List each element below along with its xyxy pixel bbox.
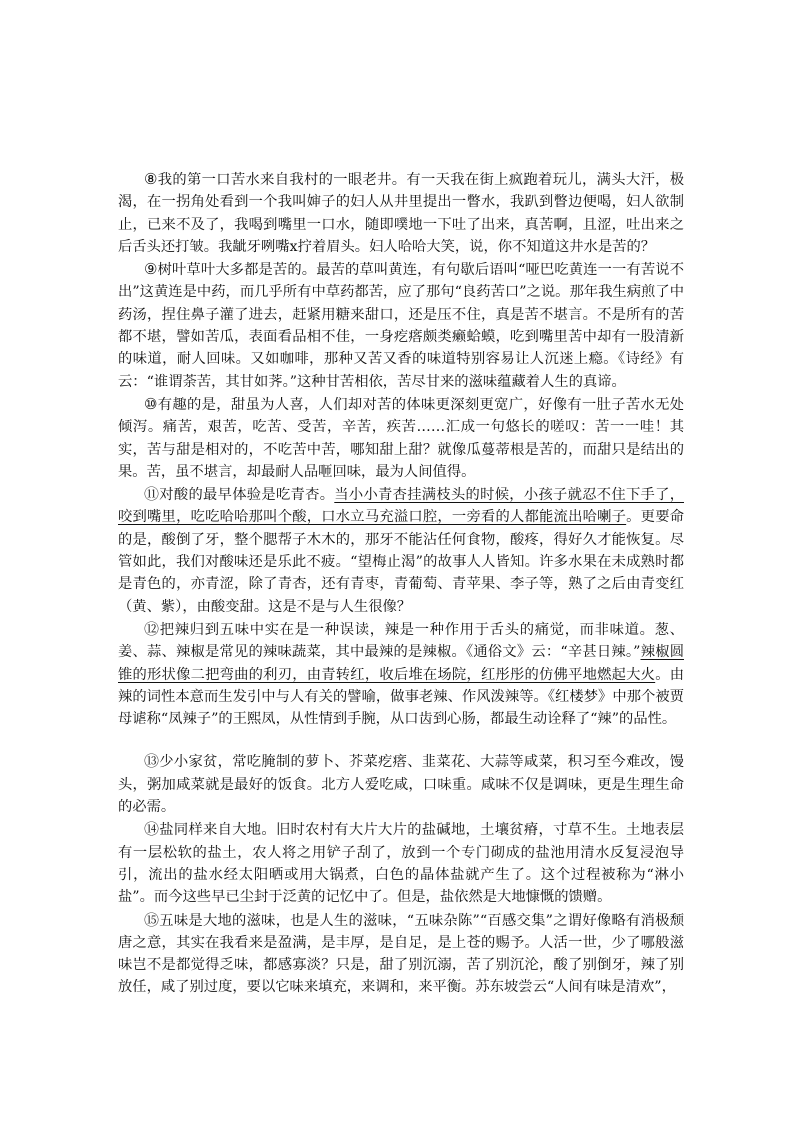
paragraph-number: ⑪	[144, 485, 160, 504]
underlined-sentence: 辣椒圆锥的形状像二把弯曲的利刃，由青转红，收后堆在场院，红彤彤的仿佛平地燃起大火	[118, 644, 684, 683]
paragraph-10	[118, 393, 684, 483]
paragraph-text: 把辣归到五味中实在是一种误读，辣是一种作用于舌头的痛觉，而非味道。葱、姜、蒜、辣椒是常见的辣味蔬菜，其中最辣的是辣椒。《通俗文》云：“辛甚日辣。”	[118, 621, 684, 661]
paragraph-number: ⑮	[144, 910, 160, 929]
paragraph-number: ⑭	[144, 820, 160, 839]
paragraph-text: 。更要命的是，酸倒了牙，整个腮帮子木木的，那牙不能沾任何食物，酸疼，得好久才能恢复。尽管如此，我们对酸味还是乐此不疲。“望梅止渴”的故事人人皆知。许多水果在未成熟时都是青色的，亦青涩，除了青杏，还有青枣，青葡萄、青苹果、李子等，熟了之后由青变红（黄、紫），由酸变甜。这是不是与人生很像？	[118, 509, 685, 615]
paragraph-12	[118, 618, 684, 730]
paragraph-9	[118, 258, 684, 393]
paragraph-number: ⑩	[144, 394, 158, 413]
paragraph-13	[118, 750, 684, 818]
paragraph-text: 少小家贫，常吃腌制的萝卜、芥菜疙瘩、韭菜花、大蒜等咸菜，积习至今难改，馒头，粥加咸菜就是最好的饭食。北方人爱吃咸，口味重。咸味不仅是调味，更是生理生命的必需。	[118, 754, 684, 816]
paragraph-text: 树叶草叶大多都是苦的。最苦的草叫黄连，有句歇后语叫“哑巴吃黄连一一有苦说不出”这黄连是中药，而几乎所有中草药都苦，应了那句“良药苦口”之说。那年我生病煎了中药汤，捏住鼻子灌了进去，赶紧用糖来甜口，还是压不住，真是苦不堪言。不是所有的苦都不堪，譬如苦瓜，表面看品相不佳，一身疙瘩颇类癞蛤蟆，吃到嘴里苦中却有一股清新的味道，耐人回味。又如咖啡，那种又苦又香的味道特别容易让人沉迷上瘾。《诗经》有云：“谁谓荼苦，其甘如荠。”这种甘苦相依，苦尽甘来的滋味蕴藏着人生的真谛。	[118, 262, 684, 390]
paragraph-text: 我的第一口苦水来自我村的一眼老井。有一天我在街上疯跑着玩儿，满头大汗，极渴，在一拐角处看到一个我叫婶子的妇人从井里提出一瞥水，我趴到瞥边便喝，妇人欲制止，已来不及了，我喝到嘴里一口水，随即噗地一下吐了出来，真苦啊，且涩，吐出来之后舌头还打皱。我龇牙咧嘴ⅹ拧着眉头。妇人哈哈大笑，说，你不知道这井水是苦的？	[118, 172, 684, 255]
underlined-sentence: 当小小青杏挂满枝头的时候，小孩子就忍不住下手了，咬到嘴里，吃吃哈哈那叫个酸，口水立马充溢口腔，一旁看的人都能流出哈喇子	[118, 487, 684, 526]
paragraph-8	[118, 168, 684, 258]
paragraph-text: 五味是大地的滋味，也是人生的滋味，“五味杂陈”“百感交集”之谓好像略有消极颓唐之意，其实在我看来是盈满，是丰厚，是自足，是上苍的赐予。人活一世，少了哪般滋味岂不是都觉得乏味，都感寡淡？只是，甜了别沉溺，苦了别沉沦，酸了别倒牙，辣了别放任，咸了别过度，要以它味来填充，来调和，来平衡。苏东坡尝云“人间有味是清欢”，	[118, 912, 684, 996]
paragraph-number: ⑫	[144, 619, 160, 638]
paragraph-number: ⑬	[144, 752, 160, 771]
paragraph-text: 对酸的最早体验是吃青杏。	[159, 487, 335, 504]
document-page	[118, 168, 684, 999]
paragraph-15	[118, 909, 684, 999]
paragraph-number: ⑧	[144, 170, 158, 188]
paragraph-14	[118, 818, 684, 908]
paragraph-gap	[118, 730, 684, 750]
paragraph-text: 有趣的是，甜虽为人喜，人们却对苦的体味更深刻更宽广，好像有一肚子苦水无处倾泻。痛苦，艰苦，吃苦、受苦，辛苦，疾苦……汇成一句悠长的嗟叹：苦一一哇！其实，苦与甜是相对的，不吃苦中苦，哪知甜上甜？就像瓜蔓蒂根是苦的，而甜只是结出的果。苦，虽不堪言，却最耐人品咂回味，最为人间值得。	[118, 396, 684, 480]
paragraph-text: 。由辣的词性本意而生发引中与人有关的譬喻，做事老辣、作风泼辣等。《红楼梦》中那个被贾母谑称“凤辣子”的王熙凤，从性情到手腕，从口齿到心肠，都最生动诠释了“辣”的品性。	[118, 666, 685, 728]
paragraph-text: 盐同样来自大地。旧时农村有大片大片的盐碱地，土壤贫瘠，寸草不生。土地表层有一层松软的盐土，农人将之用铲子刮了，放到一个专门砌成的盐池用清水反复浸泡导引，流出的盐水经太阳晒或用大锅煮，白色的晶体盐就产生了。这个过程被称为“淋小盐”。而今这些早已尘封于泛黄的记忆中了。但是，盐依然是大地慷慨的馈赠。	[118, 822, 684, 906]
paragraph-11	[118, 483, 684, 618]
paragraph-number: ⑨	[144, 260, 158, 279]
